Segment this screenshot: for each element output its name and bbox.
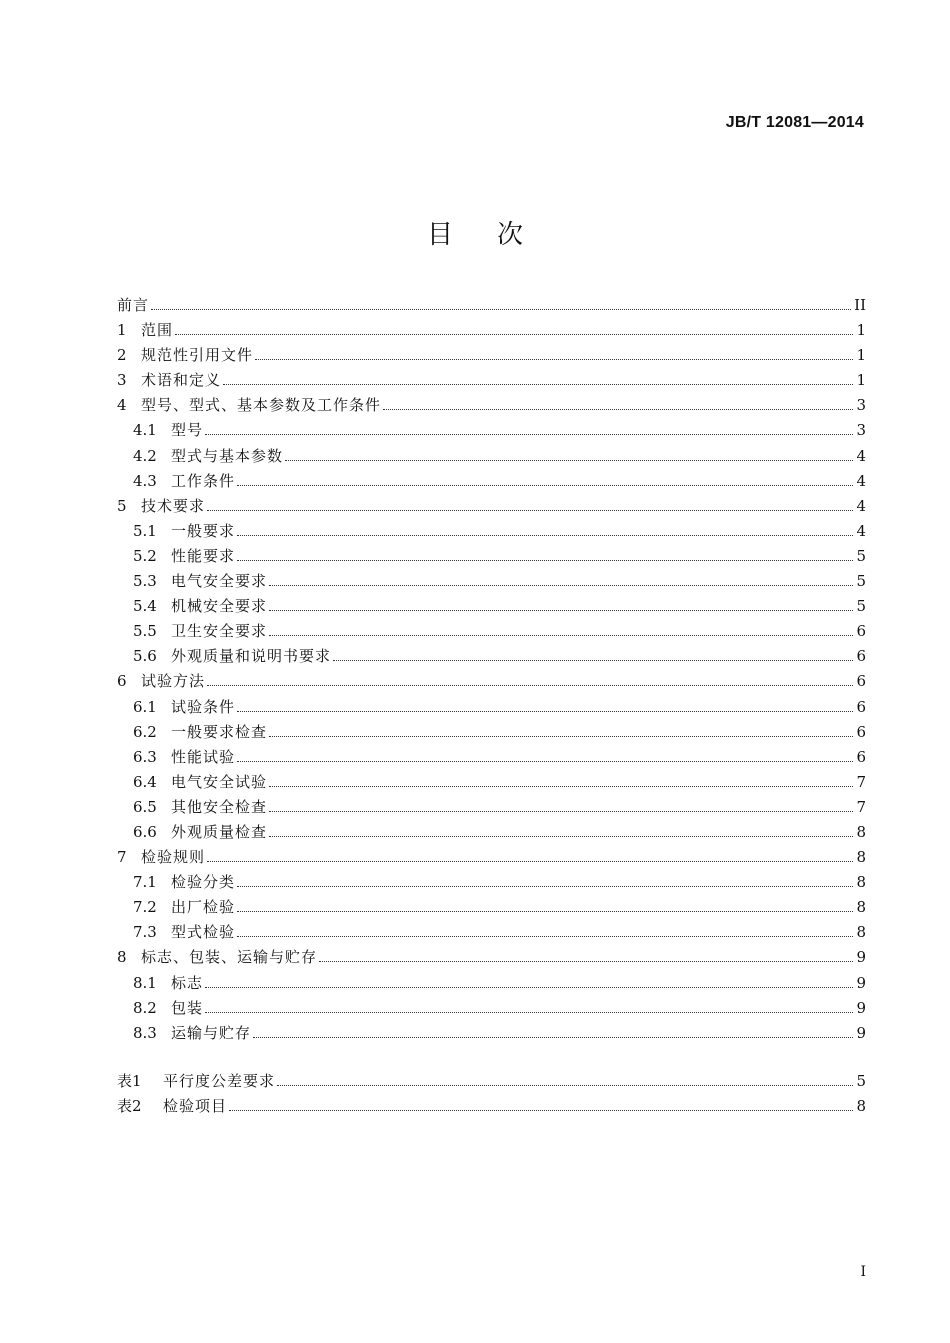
toc-entry-page: 5 (856, 597, 866, 616)
toc-entry-label: 术语和定义 (141, 371, 222, 390)
toc-entry-page: 7 (856, 797, 866, 816)
toc-entry-label: 外观质量和说明书要求 (171, 647, 332, 666)
toc-entry-number: 表1 (117, 1072, 142, 1090)
toc-entry-label: 一般要求检查 (171, 722, 268, 741)
toc-entry-page: 1 (856, 371, 866, 390)
toc-entry[interactable] (117, 644, 866, 669)
toc-entry-label: 性能试验 (171, 747, 236, 766)
toc-entry[interactable] (117, 293, 866, 318)
toc-entry[interactable] (117, 845, 866, 870)
toc-entry-page: 9 (856, 1023, 866, 1042)
toc-entry-page: 8 (856, 923, 866, 942)
dot-leader (253, 1037, 853, 1038)
toc-entry-label: 型号、型式、基本参数及工作条件 (141, 396, 382, 415)
toc-entry-page: 4 (856, 496, 866, 515)
toc-entry-label: 标志、包装、运输与贮存 (141, 948, 318, 967)
dot-leader (269, 736, 853, 737)
toc-entry[interactable] (117, 619, 866, 644)
toc-entry-page: II (854, 296, 866, 314)
toc-entry-number: 7 (117, 848, 127, 867)
dot-leader (237, 560, 853, 561)
toc-entry-page: 5 (856, 572, 866, 591)
dot-leader (333, 660, 853, 661)
toc-entry-page: 8 (856, 873, 866, 892)
toc-entry[interactable] (117, 695, 866, 720)
dot-leader (319, 961, 853, 962)
toc-entry-number: 6.6 (133, 822, 157, 841)
toc-entry[interactable] (117, 870, 866, 895)
dot-leader (207, 861, 853, 862)
toc-entry-label: 平行度公差要求 (163, 1072, 276, 1090)
toc-entry[interactable] (117, 318, 866, 343)
toc-entry-label: 技术要求 (141, 496, 206, 515)
toc-entry-label: 检验分类 (171, 873, 236, 892)
toc-entry-label: 型式与基本参数 (171, 446, 284, 465)
toc-entry[interactable] (117, 519, 866, 544)
toc-entry-label: 标志 (171, 973, 204, 992)
toc-entry-number: 5.5 (133, 622, 157, 641)
table-of-contents (117, 293, 866, 1046)
toc-entry-number: 5.3 (133, 572, 157, 591)
toc-entry[interactable] (117, 469, 866, 494)
toc-entry-label: 运输与贮存 (171, 1023, 252, 1042)
toc-entry-label: 范围 (141, 321, 174, 340)
toc-entry-page: 4 (856, 521, 866, 540)
toc-entry-label: 卫生安全要求 (171, 622, 268, 641)
toc-entry-number: 6 (117, 672, 127, 691)
toc-entry-label: 检验规则 (141, 848, 206, 867)
toc-entry-label: 包装 (171, 998, 204, 1017)
dot-leader (269, 836, 853, 837)
toc-entry-number: 表2 (117, 1097, 142, 1116)
toc-entry-number: 7.2 (133, 898, 157, 917)
toc-entry-number: 5.2 (133, 546, 157, 565)
dot-leader (229, 1110, 853, 1111)
toc-entry-page: 1 (856, 346, 866, 365)
toc-entry-label: 工作条件 (171, 471, 236, 490)
toc-entry[interactable] (117, 770, 866, 795)
toc-entry-page: 9 (856, 998, 866, 1017)
page-title: 目次 (426, 220, 567, 250)
toc-entry-label: 电气安全要求 (171, 572, 268, 591)
toc-entry-number: 3 (117, 371, 127, 390)
dot-leader (383, 409, 853, 410)
toc-entry-label: 试验方法 (141, 672, 206, 691)
toc-entry-label: 外观质量检查 (171, 822, 268, 841)
toc-entry-label: 出厂检验 (171, 898, 236, 917)
toc-entry-page: 7 (856, 772, 866, 791)
toc-entry-page: 8 (856, 1097, 866, 1116)
dot-leader (269, 585, 853, 586)
dot-leader (207, 685, 853, 686)
dot-leader (237, 886, 853, 887)
toc-entry[interactable] (117, 820, 866, 845)
toc-entry-number: 8.3 (133, 1023, 157, 1042)
toc-entry-label: 前言 (117, 296, 150, 314)
toc-entry-page: 6 (856, 622, 866, 641)
toc-entry-number: 6.4 (133, 772, 157, 791)
toc-entry-page: 9 (856, 973, 866, 992)
dot-leader (269, 635, 853, 636)
toc-entry[interactable] (117, 945, 866, 970)
toc-entry-label: 型号 (171, 421, 204, 440)
toc-entry[interactable] (117, 745, 866, 770)
toc-entry[interactable] (117, 1069, 866, 1094)
dot-leader (237, 936, 853, 937)
toc-entry[interactable] (117, 1094, 866, 1119)
toc-entry-number: 4.3 (133, 471, 157, 490)
toc-entry-number: 8.1 (133, 973, 157, 992)
toc-entry-page: 3 (856, 421, 866, 440)
toc-entry-page: 8 (856, 822, 866, 841)
toc-entry-page: 5 (856, 1072, 866, 1090)
dot-leader (237, 711, 853, 712)
toc-entry[interactable] (117, 996, 866, 1021)
toc-entry-label: 型式检验 (171, 923, 236, 942)
dot-leader (223, 384, 853, 385)
toc-entry-page: 8 (856, 848, 866, 867)
toc-entry-page: 4 (856, 446, 866, 465)
toc-entry-page: 6 (856, 697, 866, 716)
list-of-tables (117, 1069, 866, 1119)
toc-entry[interactable] (117, 971, 866, 996)
dot-leader (269, 811, 853, 812)
toc-entry[interactable] (117, 343, 866, 368)
toc-entry[interactable] (117, 669, 866, 694)
toc-entry-label: 电气安全试验 (171, 772, 268, 791)
dot-leader (205, 987, 853, 988)
toc-entry[interactable] (117, 895, 866, 920)
toc-entry-page: 8 (856, 898, 866, 917)
toc-entry-number: 7.3 (133, 923, 157, 942)
toc-entry[interactable] (117, 544, 866, 569)
toc-entry-number: 1 (117, 321, 127, 340)
toc-entry-number: 5.6 (133, 647, 157, 666)
toc-entry[interactable] (117, 418, 866, 443)
toc-entry[interactable] (117, 569, 866, 594)
toc-entry-label: 规范性引用文件 (141, 346, 254, 365)
toc-entry[interactable] (117, 368, 866, 393)
toc-entry-number: 5.1 (133, 521, 157, 540)
toc-entry-number: 2 (117, 346, 127, 365)
toc-entry-number: 6.3 (133, 747, 157, 766)
dot-leader (237, 911, 853, 912)
toc-entry[interactable] (117, 444, 866, 469)
toc-entry[interactable] (117, 795, 866, 820)
toc-entry[interactable] (117, 1021, 866, 1046)
toc-entry-page: 9 (856, 948, 866, 967)
toc-entry-label: 一般要求 (171, 521, 236, 540)
dot-leader (269, 610, 853, 611)
toc-entry-number: 6.2 (133, 722, 157, 741)
toc-entry-label: 机械安全要求 (171, 597, 268, 616)
toc-entry-number: 5.4 (133, 597, 157, 616)
toc-entry-page: 1 (856, 321, 866, 340)
toc-entry-number: 8.2 (133, 998, 157, 1017)
toc-entry-page: 3 (856, 396, 866, 415)
toc-entry-number: 4 (117, 396, 127, 415)
toc-entry[interactable] (117, 393, 866, 418)
dot-leader (237, 535, 853, 536)
toc-entry-label: 试验条件 (171, 697, 236, 716)
toc-entry-number: 8 (117, 948, 127, 967)
page-number: I (860, 1264, 866, 1280)
toc-entry-page: 4 (856, 471, 866, 490)
toc-entry[interactable] (117, 920, 866, 945)
dot-leader (237, 761, 853, 762)
toc-entry-number: 7.1 (133, 873, 157, 892)
toc-entry-page: 5 (856, 546, 866, 565)
toc-entry-label: 性能要求 (171, 546, 236, 565)
dot-leader (255, 359, 853, 360)
dot-leader (285, 460, 853, 461)
toc-entry[interactable] (117, 720, 866, 745)
toc-entry-page: 6 (856, 647, 866, 666)
toc-entry[interactable] (117, 594, 866, 619)
toc-entry-number: 4.1 (133, 421, 157, 440)
toc-entry-number: 6.1 (133, 697, 157, 716)
dot-leader (269, 786, 853, 787)
dot-leader (151, 309, 851, 310)
dot-leader (175, 334, 853, 335)
toc-entry-page: 6 (856, 722, 866, 741)
toc-entry-label: 检验项目 (163, 1097, 228, 1116)
toc-entry-label: 其他安全检查 (171, 797, 268, 816)
toc-entry[interactable] (117, 494, 866, 519)
toc-entry-number: 6.5 (133, 797, 157, 816)
toc-entry-number: 4.2 (133, 446, 157, 465)
dot-leader (207, 510, 853, 511)
dot-leader (205, 434, 853, 435)
dot-leader (277, 1085, 853, 1086)
toc-entry-page: 6 (856, 747, 866, 766)
dot-leader (237, 485, 853, 486)
standard-number: JB/T 12081—2014 (725, 114, 864, 131)
dot-leader (205, 1012, 853, 1013)
toc-entry-page: 6 (856, 672, 866, 691)
toc-entry-number: 5 (117, 496, 127, 515)
